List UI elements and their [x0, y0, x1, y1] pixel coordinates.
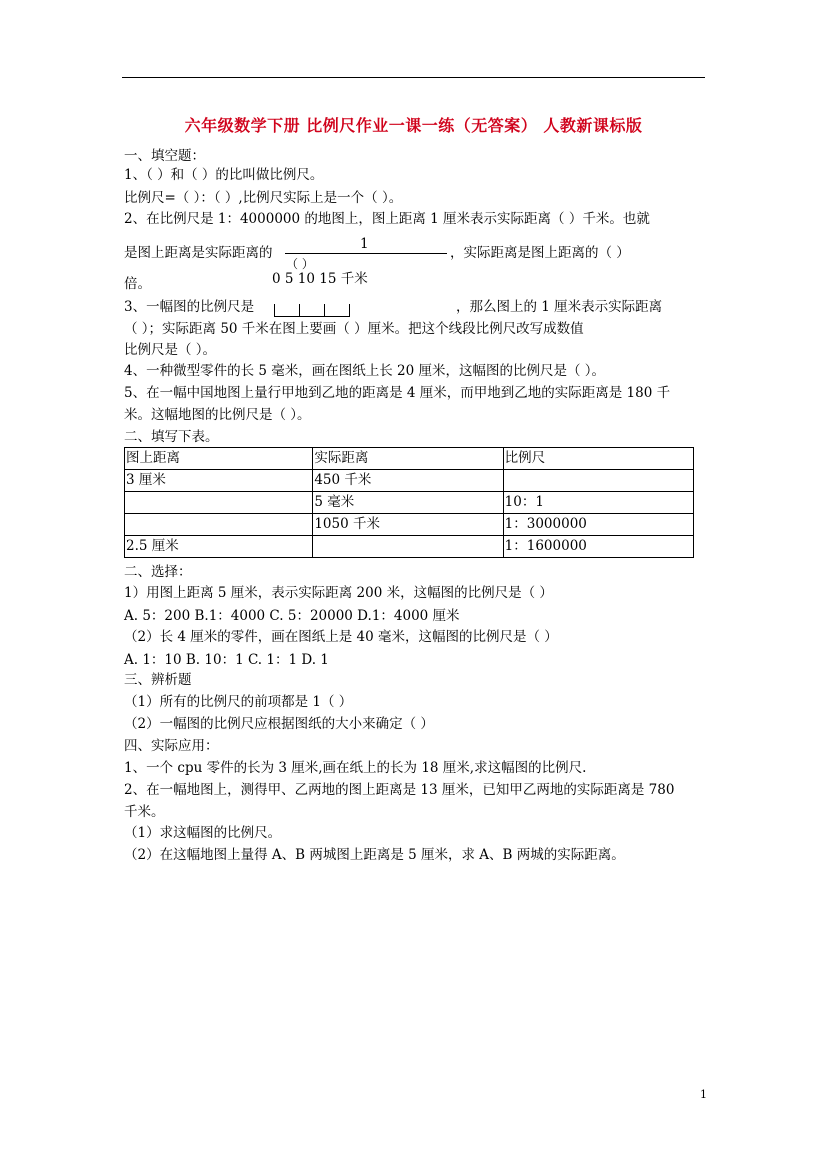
fill-table [124, 447, 694, 558]
table-cell: 5 毫米 [313, 492, 503, 514]
table-cell: 1：3000000 [503, 514, 693, 536]
fraction-numerator: 1 [360, 236, 369, 252]
page-title: 六年级数学下册 比例尺作业一课一练（无答案） 人教新课标版 [184, 116, 643, 135]
q2-line-a: 2、在比例尺是 1：4000000 的地图上，图上距离 1 厘米表示实际距离（ ）千米。也就 [124, 211, 650, 227]
q2-line-c: 倍。 [124, 276, 151, 292]
q2-line-b-left: 是图上距离是实际距离的 [124, 245, 273, 261]
apply-q2-line-b: 千米。 [124, 804, 165, 820]
fraction-bar [285, 253, 447, 254]
table-cell: 2.5 厘米 [125, 536, 313, 558]
table-row [125, 492, 694, 514]
q3-line-a-right: ，那么图上的 1 厘米表示实际距离 [456, 299, 663, 315]
apply-q2-line-a: 2、在一幅地图上，测得甲、乙两地的图上距离是 13 厘米，已知甲乙两地的实际距离是 780 [124, 782, 675, 798]
judge-q1: （1）所有的比例尺的前项都是 1（ ） [124, 694, 353, 710]
table-cell: 1：1600000 [503, 536, 693, 558]
line-scale-bar [274, 302, 350, 320]
table-header-cell: 比例尺 [503, 448, 693, 470]
fraction-denominator: （ ） [286, 257, 314, 271]
table-row [125, 536, 694, 558]
choice-q2-options: A. 1：10 B. 10：1 C. 1：1 D. 1 [124, 652, 329, 668]
q4-line: 4、一种微型零件的长 5 毫米，画在图纸上长 20 厘米，这幅图的比例尺是（ ）。 [124, 363, 606, 379]
table-cell: 10：1 [503, 492, 693, 514]
choice-q2: （2）长 4 厘米的零件，画在图纸上是 40 毫米，这幅图的比例尺是（ ） [124, 629, 558, 645]
table-cell: 1050 千米 [313, 514, 503, 536]
table-row [125, 470, 694, 492]
q3-line-b: （ ）；实际距离 50 千米在图上要画（ ）厘米。把这个线段比例尺改写成数值 [124, 321, 584, 337]
section3-heading: 二、选择： [124, 564, 192, 580]
table-header-cell: 实际距离 [313, 448, 503, 470]
q1-line-a: 1、（ ）和（ ）的比叫做比例尺。 [124, 167, 324, 183]
q5-line-a: 5、在一幅中国地图上量行甲地到乙地的距离是 4 厘米，而甲地到乙地的实际距离是 180 千 [124, 385, 671, 401]
section4-heading: 三、辨析题 [124, 672, 192, 688]
table-cell: 3 厘米 [125, 470, 313, 492]
table-cell [125, 514, 313, 536]
table-header-row [125, 448, 694, 470]
apply-q2-sub1: （1）求这幅图的比例尺。 [124, 825, 282, 841]
section2-heading: 二、填写下表。 [124, 429, 219, 445]
judge-q2: （2）一幅图的比例尺应根据图纸的大小来确定（ ） [124, 716, 434, 732]
q1-line-b: 比例尺=（ ）：（ ）,比例尺实际上是一个（ ）。 [124, 190, 403, 206]
table-header-cell: 图上距离 [125, 448, 313, 470]
choice-q1-options: A. 5：200 B.1：4000 C. 5：20000 D.1：4000 厘米 [124, 608, 460, 624]
table-row [125, 514, 694, 536]
page-number: 1 [700, 1088, 707, 1101]
table-cell [125, 492, 313, 514]
table-cell [313, 536, 503, 558]
section5-heading: 四、实际应用： [124, 738, 219, 754]
table-cell: 450 千米 [313, 470, 503, 492]
q2-line-b-right: ，实际距离是图上距离的（ ） [450, 245, 630, 261]
header-rule [122, 77, 705, 78]
table-cell [503, 470, 693, 492]
section1-heading: 一、填空题： [124, 148, 205, 164]
apply-q1: 1、一个 cpu 零件的长为 3 厘米,画在纸上的长为 18 厘米,求这幅图的比例尺. [124, 760, 587, 776]
scale-labels: 0 5 10 15 千米 [272, 271, 368, 287]
choice-q1: 1）用图上距离 5 厘米，表示实际距离 200 米，这幅图的比例尺是（ ） [124, 585, 553, 601]
q3-line-c: 比例尺是（ ）。 [124, 342, 217, 358]
q3-line-a-left: 3、一幅图的比例尺是 [124, 299, 255, 315]
apply-q2-sub2: （2）在这幅地图上量得 A、B 两城图上距离是 5 厘米，求 A、B 两城的实际距离。 [124, 847, 625, 863]
q5-line-b: 米。这幅地图的比例尺是（ ）。 [124, 407, 311, 423]
